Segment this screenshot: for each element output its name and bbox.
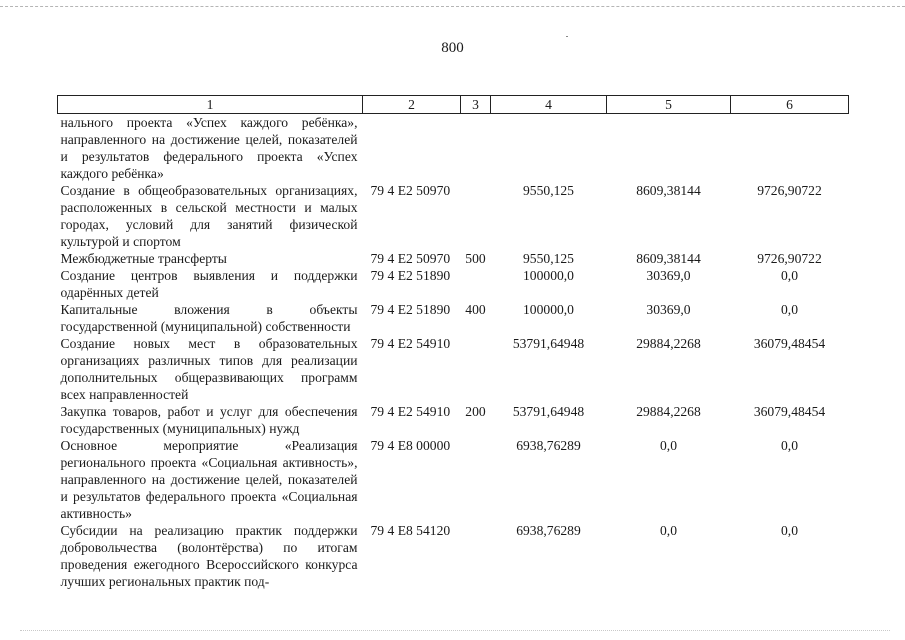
budget-table bbox=[57, 95, 849, 590]
row-code: 79 4 E2 50970 bbox=[370, 183, 451, 198]
row-name: Создание в общеобразовательных организациях, расположенных в сельской местности и малых городах, условий для занятий физической культурой и спортом bbox=[60, 183, 358, 249]
row-expense-type bbox=[461, 335, 491, 403]
row-code: 79 4 E8 54120 bbox=[370, 523, 451, 538]
table-row bbox=[58, 182, 849, 250]
row-value-1: 53791,64948 bbox=[512, 336, 585, 351]
row-value-2 bbox=[607, 114, 731, 183]
scan-edge-top bbox=[0, 6, 905, 7]
row-value-1: 9550,125 bbox=[523, 183, 574, 198]
row-value-2: 30369,0 bbox=[646, 268, 691, 283]
row-value-2: 30369,0 bbox=[646, 302, 691, 317]
table-row bbox=[58, 335, 849, 403]
table-row bbox=[58, 301, 849, 335]
page-number: 800 bbox=[441, 40, 464, 56]
row-value-3 bbox=[731, 114, 849, 183]
row-code: 79 4 E2 54910 bbox=[370, 336, 451, 351]
scan-edge-bottom bbox=[20, 630, 890, 631]
row-value-2: 0,0 bbox=[660, 438, 677, 453]
row-value-1: 100000,0 bbox=[523, 268, 574, 283]
col-header-5: 5 bbox=[607, 96, 731, 114]
row-value-1 bbox=[491, 114, 607, 183]
row-name: Закупка товаров, работ и услуг для обеспечения государственных (муниципальных) нужд bbox=[60, 404, 358, 436]
col-header-6: 6 bbox=[731, 96, 849, 114]
row-value-3: 0,0 bbox=[781, 438, 798, 453]
col-header-3: 3 bbox=[461, 96, 491, 114]
scan-speck bbox=[566, 36, 568, 37]
row-value-1: 9550,125 bbox=[523, 251, 574, 266]
row-expense-type bbox=[461, 182, 491, 250]
row-value-2: 8609,38144 bbox=[636, 251, 701, 266]
row-expense-type bbox=[461, 437, 491, 522]
row-value-1: 6938,76289 bbox=[516, 438, 581, 453]
row-value-3: 36079,48454 bbox=[753, 336, 826, 351]
table-row bbox=[58, 250, 849, 267]
row-name: нального проекта «Успех каждого ребёнка», направленного на достижение целей, показателей и результатов федерального проекта «Успех каждого ребёнка» bbox=[60, 115, 358, 181]
col-header-1: 1 bbox=[58, 96, 363, 114]
row-name: Межбюджетные трансферты bbox=[60, 251, 227, 266]
row-value-3: 0,0 bbox=[781, 523, 798, 538]
row-expense-type: 200 bbox=[465, 404, 486, 419]
table-row bbox=[58, 403, 849, 437]
row-value-3: 9726,90722 bbox=[757, 183, 822, 198]
row-code: 79 4 E2 51890 bbox=[370, 268, 451, 283]
row-value-2: 29884,2268 bbox=[636, 336, 701, 351]
table-row bbox=[58, 114, 849, 183]
row-expense-type: 400 bbox=[465, 302, 486, 317]
row-value-1: 100000,0 bbox=[523, 302, 574, 317]
table-row bbox=[58, 437, 849, 522]
row-code: 79 4 E2 54910 bbox=[370, 404, 451, 419]
row-value-2: 8609,38144 bbox=[636, 183, 701, 198]
row-code bbox=[363, 114, 461, 183]
row-value-3: 0,0 bbox=[781, 302, 798, 317]
row-code: 79 4 E8 00000 bbox=[370, 438, 451, 453]
row-value-1: 53791,64948 bbox=[512, 404, 585, 419]
row-name: Субсидии на реализацию практик поддержки добровольчества (волонтёрства) по итогам проведения ежегодного Всероссийского конкурса лучших региональных практик под- bbox=[60, 523, 358, 589]
row-value-1: 6938,76289 bbox=[516, 523, 581, 538]
row-code: 79 4 E2 50970 bbox=[370, 251, 451, 266]
row-value-2: 29884,2268 bbox=[636, 404, 701, 419]
row-expense-type: 500 bbox=[465, 251, 486, 266]
row-name: Создание центров выявления и поддержки одарённых детей bbox=[60, 268, 358, 300]
row-name: Основное мероприятие «Реализация регионального проекта «Социальная активность», направленного на достижение целей, показателей и результатов федерального проекта «Социальная активность» bbox=[60, 438, 358, 521]
col-header-2: 2 bbox=[363, 96, 461, 114]
row-value-2: 0,0 bbox=[660, 523, 677, 538]
row-code: 79 4 E2 51890 bbox=[370, 302, 451, 317]
table-row bbox=[58, 267, 849, 301]
row-value-3: 0,0 bbox=[781, 268, 798, 283]
table-row bbox=[58, 522, 849, 590]
row-expense-type bbox=[461, 267, 491, 301]
header-row bbox=[58, 96, 849, 114]
row-expense-type bbox=[461, 522, 491, 590]
row-name: Создание новых мест в образовательных организациях различных типов для реализации дополнительных общеразвивающих программ всех направленностей bbox=[60, 336, 358, 402]
col-header-4: 4 bbox=[491, 96, 607, 114]
row-value-3: 9726,90722 bbox=[757, 251, 822, 266]
row-name: Капитальные вложения в объекты государственной (муниципальной) собственности bbox=[60, 302, 358, 334]
row-expense-type bbox=[461, 114, 491, 183]
row-value-3: 36079,48454 bbox=[753, 404, 826, 419]
